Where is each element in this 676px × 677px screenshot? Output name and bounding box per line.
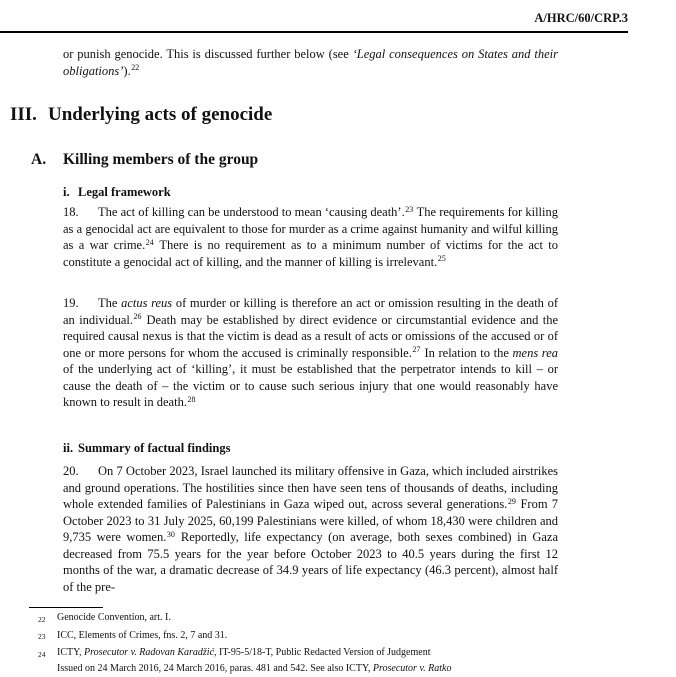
footnote-number: 24 — [38, 649, 46, 659]
paragraph-text: or punish genocide. This is discussed further below (see ‘Legal consequences on States and their obligations’).$^{22}$ — [63, 47, 558, 78]
subheading-factual-findings — [63, 441, 230, 456]
footnote-text: ICC, Elements of Crimes, fns. 2, 7 and 31. — [57, 629, 228, 641]
footnotes-section — [38, 610, 598, 677]
subheading-title: Summary of factual findings — [78, 441, 231, 455]
section-heading — [31, 151, 258, 169]
header-rule — [0, 31, 628, 33]
chapter-heading — [10, 104, 272, 126]
paragraph-number: 20. — [63, 464, 79, 478]
paragraph-text: On 7 October 2023, Israel launched its military offensive in Gaza, which included airstrikes and ground operations. The hostilities since then have seen tens of thousands of deaths, including whole extended families of Palestinians in Gaza wiped out, across several generations.$^{29}$ From 7 October 2023 to 31 July 2025, 60,199 Palestinians were killed, of whom 18,430 were children and 9,735 were women.$^{30}$ Reportedly, life expectancy (on average, both sexes combined) in Gaza decreased from 75.5 years for the year before October 2023 to 40.5 years during the first 12 months of the war, a dramatic decrease of 34.9 years of life expectancy (46.3 percent), almost half of the pre- — [63, 464, 558, 594]
chapter-title: Underlying acts of genocide — [48, 104, 273, 125]
document-symbol: A/HRC/60/CRP.3 — [534, 11, 628, 25]
section-letter: A. — [31, 151, 47, 168]
footnote-separator — [29, 607, 103, 608]
footnote-number: 23 — [38, 632, 46, 641]
section-title: Killing members of the group — [63, 151, 259, 168]
paragraph-20 — [63, 463, 558, 595]
paragraph-text: The actus reus of murder or killing is therefore an act or omission resulting in the death of an individual.$^{26}$ Death may be established by direct evidence or circumstantial evidence and the required causal nexus is that the victim is dead as a result of acts or omissions of the accused or of one or more persons for whom the accused is criminally responsible.$^{27}$ In relation to the mens rea of the underlying act of ‘killing’, it must be established that the perpetrator intends to kill – or cause the death of – the victim or to cause such serious injury that one would reasonably have known to result in death.$^{28}$ — [63, 296, 558, 409]
footnote-text: Genocide Convention, art. I. — [57, 612, 171, 623]
footnote-number: 22 — [38, 614, 46, 624]
paragraph-number: 19. — [63, 296, 79, 310]
footnote-item — [38, 628, 598, 646]
subheading-numeral: ii. — [63, 441, 74, 455]
subheading-legal-framework — [63, 185, 171, 200]
paragraph-text: The act of killing can be understood to mean ‘causing death’.$^{23}$ The requirements for killing as a genocidal act are equivalent to those for murder as a crime against humanity and wilful killing as a war crime.$^{24}$ There is no requirement as to a minimum number of victims for the act to constitute a genocidal act of killing, and the manner of killing is irrelevant.$^{25}$ — [63, 204, 558, 269]
subheading-numeral: i. — [63, 185, 70, 199]
footnote-item — [38, 645, 598, 677]
paragraph-19 — [63, 295, 558, 411]
chapter-number: III. — [10, 104, 37, 125]
paragraph-continuation — [63, 46, 558, 79]
footnote-item — [38, 610, 598, 628]
paragraph-number: 18. — [63, 205, 79, 219]
subheading-title: Legal framework — [78, 185, 171, 199]
paragraph-18 — [63, 204, 558, 270]
footnote-text: ICTY, Prosecutor v. Radovan Karadžić, IT-95-5/18-T, Public Redacted Version of Judgement Issued on 24 March 2016, 24 March 2016, paras. 481 and 542. See also ICTY, Prosecutor v. Ratko — [57, 647, 452, 674]
